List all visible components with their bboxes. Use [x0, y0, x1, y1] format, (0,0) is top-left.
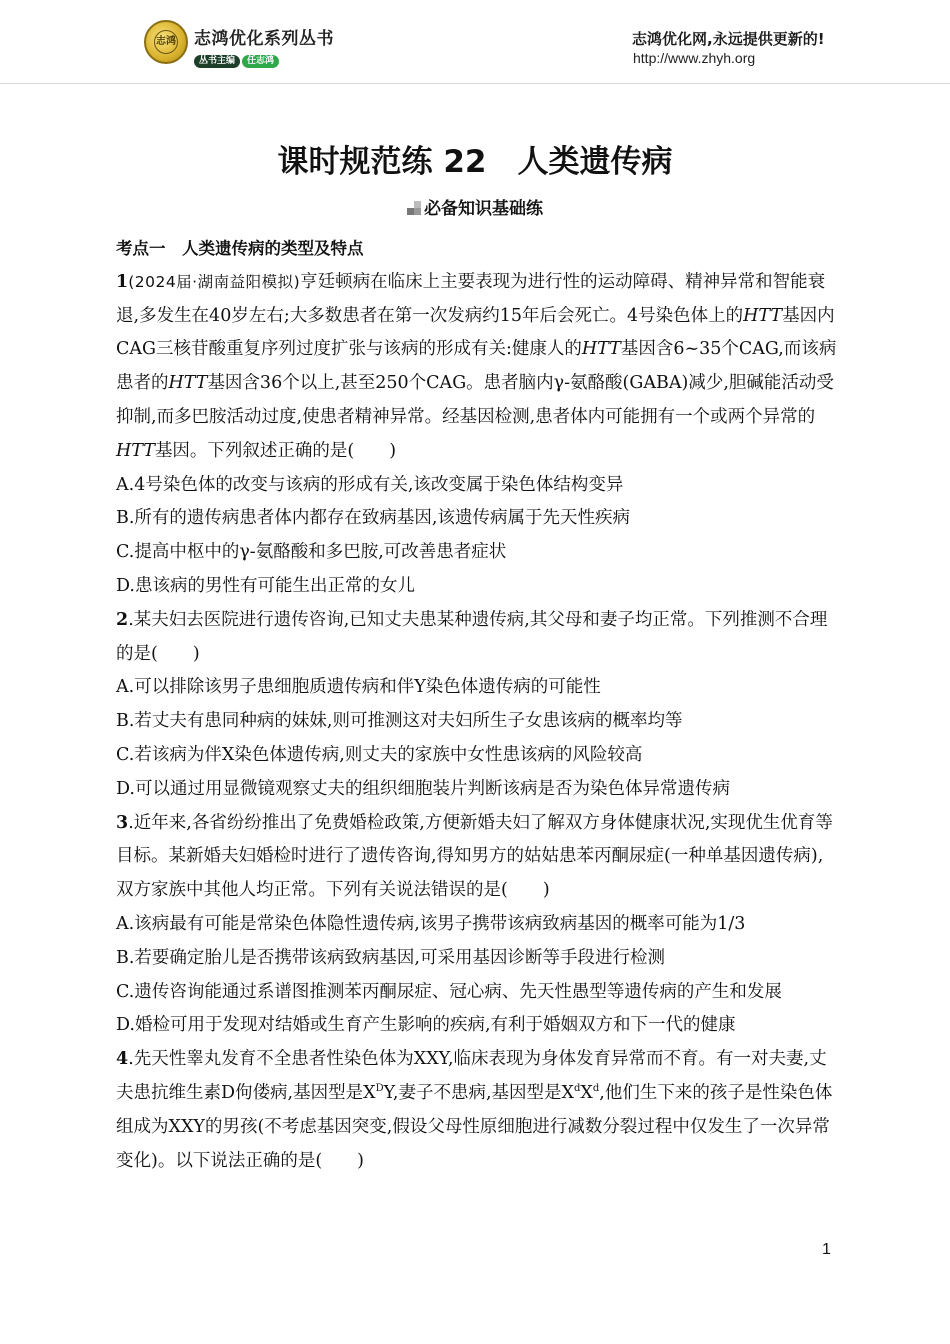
question-1: 1(2024届·湖南益阳模拟)亨廷顿病在临床上主要表现为进行性的运动障碍、精神异常和智能衰退,多发生在40岁左右;大多数患者在第一次发病约15年后会死亡。4号染色体上的HTT基因内CAG三核苷酸重复序列过度扩张与该病的形成有关:健康人的HTT基因含6~35个CAG,而该病患者的HTT基因含36个以上,甚至250个CAG。患者脑内γ-氨酪酸(GABA)减少,胆碱能活动受抑制,而多巴胺活动过度,使患者精神异常。经基因检测,患者体内可能拥有一个或两个异常的HTT基因。下列叙述正确的是( ) — [116, 271, 837, 461]
gene-name: HTT — [743, 305, 783, 326]
section-heading — [0, 194, 950, 219]
question-source: (2024届·湖南益阳模拟) — [128, 272, 301, 291]
question-number: 2 — [116, 609, 129, 630]
gene-name: HTT — [581, 339, 621, 360]
option-a: A.该病最有可能是常染色体隐性遗传病,该男子携带该病致病基因的概率可能为1/3 — [116, 913, 746, 934]
option-b: B.若丈夫有患同种病的妹妹,则可推测这对夫妇所生子女患该病的概率均等 — [116, 711, 683, 732]
question-3: 3.近年来,各省纷纷推出了免费婚检政策,方便新婚夫妇了解双方身体健康状况,实现优生优育等目标。某新婚夫妇婚检时进行了遗传咨询,得知男方的姑姑患苯丙酮尿症(一种单基因遗传病),双方家族中其他人均正常。下列有关说法错误的是( ) — [116, 812, 833, 901]
question-number: 4 — [116, 1049, 129, 1070]
brand-subtitle — [194, 48, 279, 66]
allele-superscript: d — [592, 1083, 600, 1095]
allele-superscript: d — [573, 1083, 581, 1095]
editor-name: 任志鸿 — [242, 55, 279, 68]
topic-heading: 考点一 人类遗传病的类型及特点 — [116, 239, 364, 258]
option-b: B.若要确定胎儿是否携带该病致病基因,可采用基因诊断等手段进行检测 — [116, 947, 665, 968]
allele-superscript: D — [375, 1083, 384, 1095]
option-d: D.可以通过用显微镜观察丈夫的组织细胞装片判断该病是否为染色体异常遗传病 — [116, 778, 730, 799]
gene-name: HTT — [116, 440, 155, 461]
section-marker-icon — [407, 201, 421, 215]
question-4: 4.先天性睾丸发育不全患者性染色体为XXY,临床表现为身体发育异常而不育。有一对夫妻,丈夫患抗维生素D佝偻病,基因型是$X^DY$,妻子不患病,基因型是$X^dX^d$,他们生下来的孩子是性染色体组成为XXY的男孩(不考虑基因突变,假设父母性原细胞进行减数分裂过程中仅发生了一次异常变化)。以下说法正确的是( ) — [116, 1049, 833, 1171]
option-d: D.婚检可用于发现对结婚或生育产生影响的疾病,有利于婚姻双方和下一代的健康 — [116, 1015, 736, 1036]
section-heading-text: 必备知识基础练 — [424, 199, 543, 219]
question-2: 2.某夫妇去医院进行遗传咨询,已知丈夫患某种遗传病,其父母和妻子均正常。下列推测不合理的是( ) — [116, 609, 828, 664]
page-number: 1 — [822, 1241, 831, 1258]
question-content — [116, 232, 840, 1178]
option-b: B.所有的遗传病患者体内都存在致病基因,该遗传病属于先天性疾病 — [116, 508, 630, 529]
logo-emblem: 志鸿 — [154, 30, 178, 54]
question-number: 1 — [116, 271, 129, 292]
header-url[interactable]: http://www.zhyh.org — [633, 50, 756, 66]
question-number: 3 — [116, 812, 129, 833]
option-c: C.提高中枢中的γ-氨酪酸和多巴胺,可改善患者症状 — [116, 542, 507, 563]
option-c: C.若该病为伴X染色体遗传病,则丈夫的家族中女性患该病的风险较高 — [116, 744, 643, 765]
brand-logo — [144, 20, 188, 64]
header-slogan: 志鸿优化网,永远提供更新的! — [632, 30, 825, 48]
option-a: A.4号染色体的改变与该病的形成有关,该改变属于染色体结构变异 — [116, 474, 624, 495]
header-divider — [0, 83, 950, 84]
option-a: A.可以排除该男子患细胞质遗传病和伴Y染色体遗传病的可能性 — [116, 677, 601, 698]
brand-title: 志鸿优化系列丛书 — [194, 29, 334, 49]
option-c: C.遗传咨询能通过系谱图推测苯丙酮尿症、冠心病、先天性愚型等遗传病的产生和发展 — [116, 981, 782, 1002]
gene-name: HTT — [168, 373, 208, 394]
editor-label: 丛书主编 — [194, 55, 240, 68]
page-title: 课时规范练 22 人类遗传病 — [277, 144, 673, 180]
option-d: D.患该病的男性有可能生出正常的女儿 — [116, 575, 415, 596]
page-header — [0, 0, 950, 84]
